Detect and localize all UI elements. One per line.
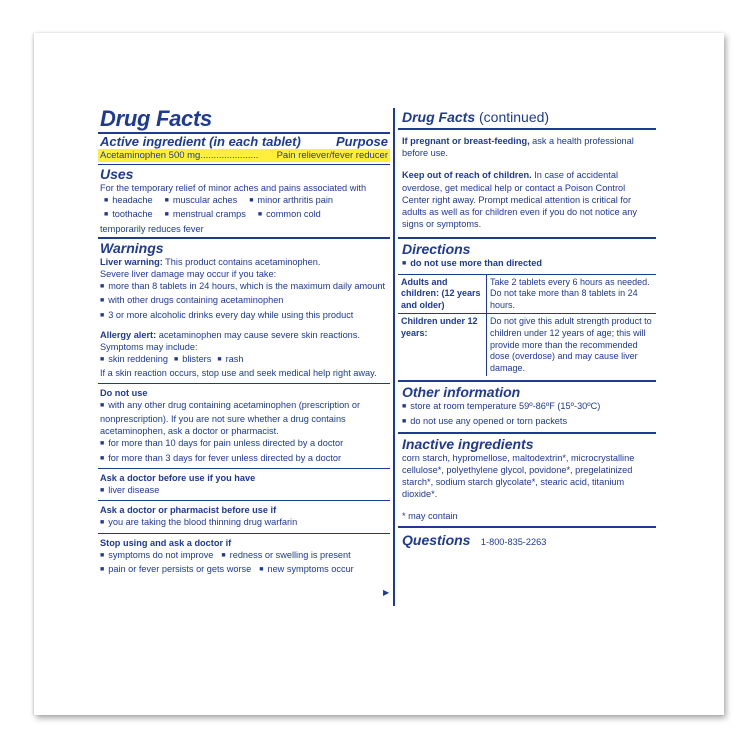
allergy-line2: Symptoms may include: bbox=[100, 342, 198, 353]
list-item: ■ muscular aches bbox=[165, 194, 238, 208]
uses-heading: Uses bbox=[100, 166, 134, 182]
list-item: ■ rash bbox=[217, 353, 243, 367]
stop-using-section bbox=[98, 534, 390, 580]
uses-extra: temporarily reduces fever bbox=[100, 223, 204, 234]
stop-using-heading: Stop using and ask a doctor if bbox=[100, 537, 232, 548]
continued-drug-facts: Drug Facts bbox=[402, 109, 476, 125]
active-ingredient-heading: Active ingredient (in each tablet) bbox=[100, 134, 301, 149]
directions-note: ■ do not use more than directed bbox=[402, 257, 652, 271]
warnings-section bbox=[98, 239, 390, 383]
liver-line2: Severe liver damage may occur if you take: bbox=[100, 269, 277, 280]
ask-pharmacist-heading: Ask a doctor or pharmacist before use if bbox=[100, 505, 277, 516]
ingredient-name: Acetaminophen 500 mg...................... bbox=[100, 150, 259, 161]
continue-arrow-icon: ▶ bbox=[383, 588, 390, 597]
continued-title bbox=[398, 108, 656, 126]
inactive-note: * may contain bbox=[402, 510, 458, 521]
active-ingredient-row bbox=[98, 149, 390, 162]
pregnancy-text: ask a health professional before use. bbox=[402, 136, 634, 159]
questions-label: Questions bbox=[402, 531, 471, 548]
list-item: ■ new symptoms occur bbox=[259, 563, 354, 577]
uses-intro: For the temporary relief of minor aches and pains associated with bbox=[100, 183, 367, 193]
table-cell-label: Children under 12 years: bbox=[398, 314, 487, 376]
table-row bbox=[398, 314, 656, 376]
list-item: ■ redness or swelling is present bbox=[221, 549, 350, 563]
list-item: ■ with any other drug containing acetaminophen (prescription or nonprescription). If you are not sure whether a drug contains acetaminophen, ask a doctor or pharmacist. bbox=[100, 399, 388, 438]
uses-list-2 bbox=[100, 208, 388, 222]
ask-pharmacist-section bbox=[98, 501, 390, 532]
questions-phone: 1-800-835-2263 bbox=[480, 536, 547, 547]
inactive-heading: Inactive ingredients bbox=[402, 435, 534, 452]
list-item: ■ symptoms do not improve bbox=[100, 549, 213, 563]
list-item: ■ for more than 3 days for fever unless directed by a doctor bbox=[100, 452, 388, 466]
ask-doctor-section bbox=[98, 469, 390, 500]
pregnancy-label: If pregnant or breast-feeding, bbox=[402, 136, 530, 146]
list-item: ■ skin reddening bbox=[100, 353, 168, 367]
ingredient-purpose: Pain reliever/fever reducer bbox=[276, 150, 388, 161]
list-item: ■ 3 or more alcoholic drinks every day while using this product bbox=[100, 309, 388, 323]
inactive-text: corn starch, hypromellose, maltodextrin*, microcrystalline cellulose*, polyethylene glycol, povidone*, pregelatinized starch*, sodium starch glycolate*, stearic acid, titanium dioxide*. bbox=[402, 452, 635, 500]
do-not-use-heading: Do not use bbox=[100, 387, 148, 398]
continued-suffix: (continued) bbox=[475, 109, 550, 125]
questions-section bbox=[398, 528, 656, 554]
other-info-heading: Other information bbox=[402, 384, 521, 401]
list-item: ■ toothache bbox=[104, 208, 153, 222]
allergy-alert-text: acetaminophen may cause severe skin reactions. bbox=[156, 329, 360, 340]
list-item: ■ liver disease bbox=[100, 484, 388, 498]
column-divider bbox=[393, 108, 395, 606]
list-item: ■ menstrual cramps bbox=[165, 208, 246, 222]
list-item: ■ do not use any opened or torn packets bbox=[402, 415, 652, 429]
keep-out-text: In case of accidental overdose, get medical help or contact a Poison Control Center right away. Prompt medical attention is critical for adults as well as for children even if you do not notice any signs or symptoms. bbox=[402, 170, 637, 230]
purpose-heading: Purpose bbox=[335, 134, 388, 149]
keep-out-label: Keep out of reach of children. bbox=[402, 170, 532, 181]
list-item: ■ you are taking the blood thinning drug warfarin bbox=[100, 516, 388, 530]
directions-heading: Directions bbox=[402, 241, 471, 258]
uses-section bbox=[98, 165, 390, 237]
right-column bbox=[398, 104, 656, 554]
table-row bbox=[398, 274, 656, 314]
directions-section bbox=[398, 239, 656, 273]
list-item: ■ pain or fever persists or gets worse bbox=[100, 563, 251, 577]
list-item: ■ store at room temperature 59º-86ºF (15º-30ºC) bbox=[402, 400, 652, 414]
other-info-section bbox=[398, 382, 656, 431]
table-cell-text: Take 2 tablets every 6 hours as needed. Do not take more than 8 tablets in 24 hours. bbox=[487, 274, 657, 314]
list-item: ■ with other drugs containing acetaminophen bbox=[100, 294, 388, 308]
liver-warning-text: This product contains acetaminophen. bbox=[162, 256, 321, 267]
left-column bbox=[98, 104, 390, 579]
directions-table bbox=[398, 274, 656, 377]
pregnancy-section bbox=[398, 130, 656, 235]
do-not-use-section bbox=[98, 384, 390, 468]
warnings-heading: Warnings bbox=[100, 239, 164, 256]
list-item: ■ blisters bbox=[174, 353, 211, 367]
list-item: ■ more than 8 tablets in 24 hours, which is the maximum daily amount bbox=[100, 280, 388, 294]
list-item: ■ common cold bbox=[258, 208, 321, 222]
table-cell-label: Adults and children: (12 years and older) bbox=[398, 274, 487, 314]
allergy-end: If a skin reaction occurs, stop use and seek medical help right away. bbox=[100, 368, 377, 379]
allergy-alert-label: Allergy alert: bbox=[100, 329, 157, 340]
drug-facts-title: Drug Facts bbox=[100, 106, 212, 131]
liver-warning-label: Liver warning: bbox=[100, 256, 163, 267]
uses-list-1 bbox=[100, 194, 388, 208]
active-ingredient-header bbox=[98, 134, 390, 149]
list-item: ■ minor arthritis pain bbox=[249, 194, 333, 208]
list-item: ■ for more than 10 days for pain unless directed by a doctor bbox=[100, 437, 388, 451]
table-cell-text: Do not give this adult strength product to children under 12 years of age; this will provide more than the recommended dose (overdose) and may cause liver damage. bbox=[487, 314, 657, 376]
ask-doctor-heading: Ask a doctor before use if you have bbox=[100, 472, 256, 483]
inactive-section bbox=[398, 434, 656, 526]
list-item: ■ headache bbox=[104, 194, 153, 208]
